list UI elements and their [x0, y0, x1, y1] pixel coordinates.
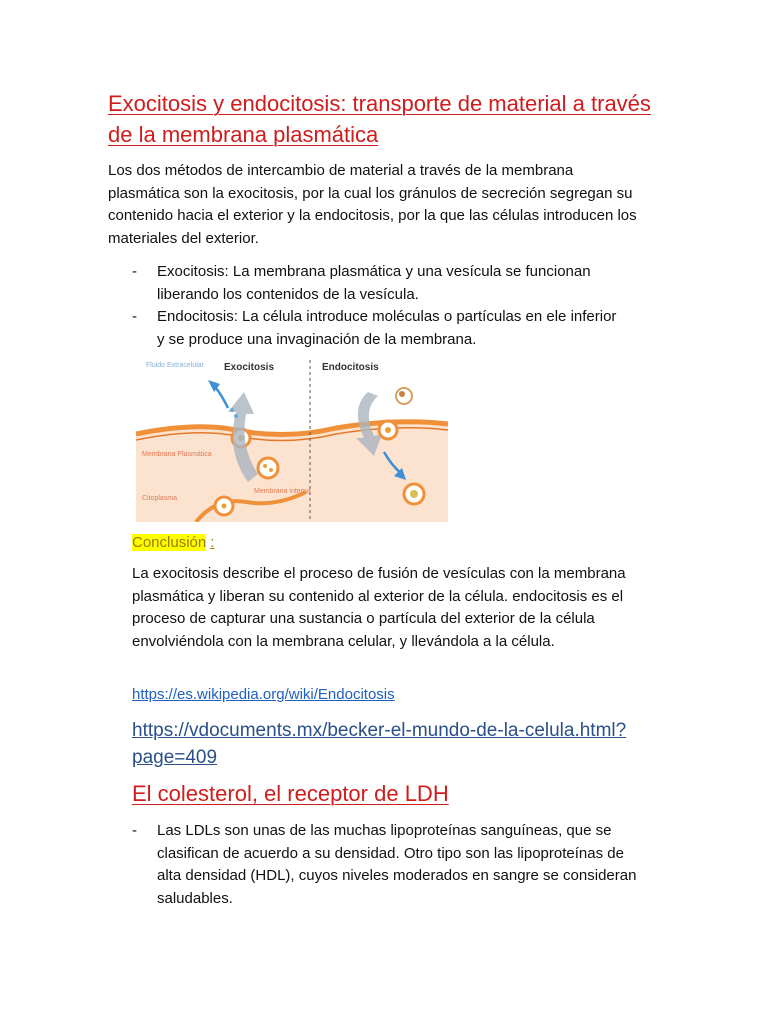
list-item — [108, 306, 628, 351]
list-item-text: Endocitosis: La célula introduce moléculas o partículas en ele inferior y se produce una invaginación de la membrana. — [157, 308, 617, 348]
list-item-text: Exocitosis: La membrana plasmática y una vesícula se funcionan liberando los contenidos de la vesícula. — [157, 263, 591, 303]
conclusion-heading — [132, 532, 214, 554]
bullet-list — [132, 820, 652, 910]
vdocuments-link[interactable]: https://vdocuments.mx/becker-el-mundo-de-la-celula.html?page=409 — [132, 720, 627, 768]
list-item-text: Las LDLs son unas de las muchas lipoproteínas sanguíneas, que se clasifican de acuerdo a su densidad. Otro tipo son las lipoproteínas de alta densidad (HDL), cuyos niveles moderados en sangre se consideran saludables. — [157, 822, 637, 907]
list-item — [132, 820, 652, 910]
intro-paragraph: Los dos métodos de intercambio de material a través de la membrana plasmática son la exocitosis, por la cual los gránulos de secreción segregan su contenido hacia el exterior y la endocitosis, por la que las células introducen los materiales del exterior. — [108, 162, 637, 247]
bullet-list — [108, 261, 628, 351]
page-title: Exocitosis y endocitosis: transporte de material a través de la membrana plasmática — [108, 91, 651, 147]
bullet-dash: - — [132, 308, 137, 325]
conclusion-label: Conclusión — [132, 534, 207, 551]
section-title: El colesterol, el receptor de LDH — [132, 781, 449, 806]
conclusion-paragraph: La exocitosis describe el proceso de fusión de vesículas con la membrana plasmática y liberan su contenido al exterior de la célula. endocitosis es el proceso de capturar una sustancia o partícula del exterior de la célula envolviéndola con la membrana celular, y llevándola a la célula. — [132, 565, 626, 650]
label-exocytosis: Exocitosis — [224, 362, 275, 373]
conclusion-colon: : — [210, 534, 215, 551]
bullet-dash: - — [132, 263, 137, 280]
diagram-svg — [136, 352, 448, 522]
label-inner-membrane: Membrana interna — [254, 488, 311, 495]
bullet-dash: - — [132, 822, 137, 839]
label-membrane: Membrana Plasmática — [142, 451, 212, 458]
exo-endocytosis-figure — [136, 352, 448, 522]
wikipedia-link[interactable]: https://es.wikipedia.org/wiki/Endocitosis — [132, 686, 395, 703]
vesicle-icon — [258, 458, 278, 478]
label-endocytosis: Endocitosis — [322, 362, 379, 373]
label-fluid: Fluido Extracelular — [146, 362, 204, 369]
list-item — [108, 261, 628, 306]
label-cytoplasm: Citoplasma — [142, 495, 178, 502]
